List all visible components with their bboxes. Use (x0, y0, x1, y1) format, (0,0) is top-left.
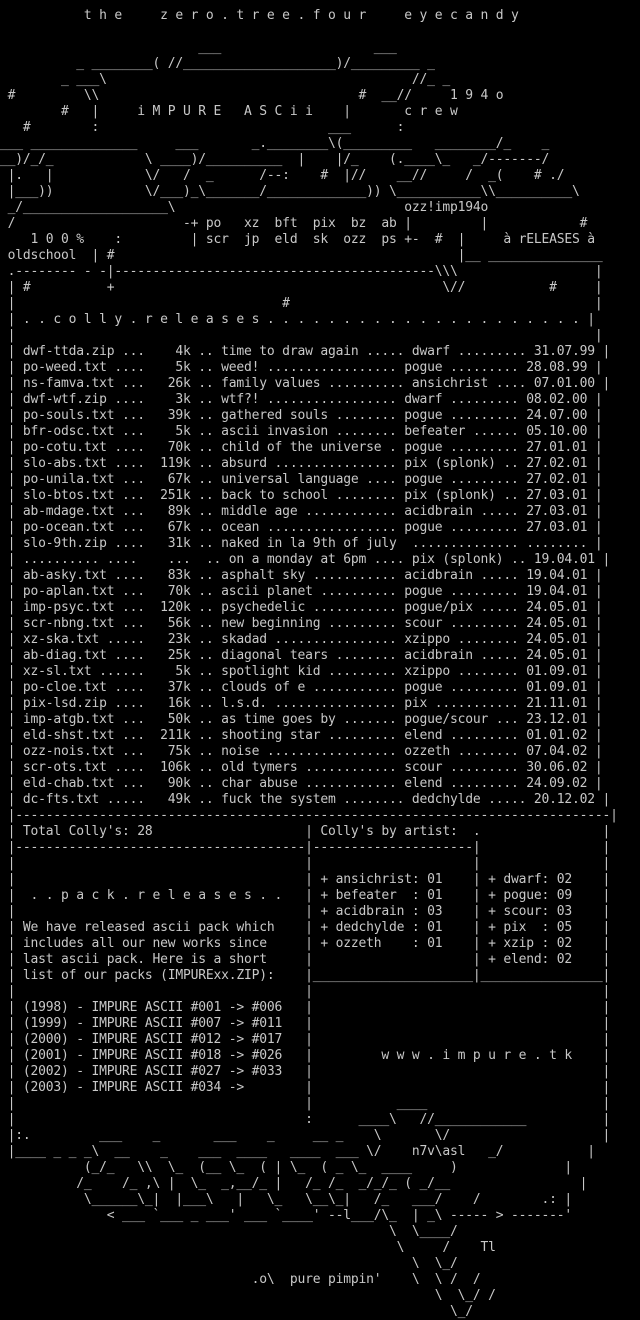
ascii-line: (_/_ \\ \_ (__ \_ ( | \_ ( _ \_ ____ ) | (0, 1160, 572, 1175)
ascii-line: | po-souls.txt ... 39k .. gathered souls ........ pogue ......... 24.07.00 | (0, 408, 603, 423)
ascii-line: | po-unila.txt ... 67k .. universal language .... pogue ......... 27.02.01 | (0, 472, 603, 487)
ascii-line: | po-cotu.txt .... 70k .. child of the universe . pogue ......... 27.01.01 | (0, 440, 603, 455)
ascii-line: |___)) \/___)_\_______/_____________)) \___________\\__________\ (0, 184, 580, 199)
ascii-line: | Total Colly's: 28 | Colly's by artist: . | (0, 824, 611, 839)
ascii-line: | | + acidbrain : 03 | + scour: 03 | (0, 904, 611, 919)
ascii-line: | (1999) - IMPURE ASCII #007 -> #011 | | (0, 1016, 611, 1031)
ascii-line: | | (0, 328, 603, 343)
ascii-line: # \\ # __// 1 9 4 o (0, 88, 504, 103)
ascii-line: | includes all our new works since | + ozzeth : 01 | + xzip : 02 | (0, 936, 611, 951)
ascii-line: | # | (0, 296, 603, 311)
ascii-line: | (2002) - IMPURE ASCII #027 -> #033 | | (0, 1064, 611, 1079)
ascii-line: .o\ pure pimpin' \ \ / / (0, 1272, 481, 1287)
ascii-line (0, 24, 618, 40)
ascii-line: | ab-asky.txt .... 83k .. asphalt sky ........... acidbrain ..... 19.04.01 | (0, 568, 603, 583)
ascii-line: | dwf-ttda.zip ... 4k .. time to draw again ..... dwarf ......... 31.07.99 | (0, 344, 611, 359)
ascii-line: | ab-diag.txt .... 25k .. diagonal tears ........ acidbrain ..... 24.05.01 | (0, 648, 603, 663)
ascii-line: | (2001) - IMPURE ASCII #018 -> #026 | w w w . i m p u r e . t k | (0, 1048, 611, 1063)
ascii-line: | : ____\ //____________ | (0, 1112, 611, 1127)
ascii-line: | po-weed.txt .... 5k .. weed! ................. pogue ......... 28.08.99 | (0, 360, 603, 375)
ascii-line: | | | | (0, 856, 611, 871)
ascii-line: oldschool | # |__ _______________ (0, 248, 603, 263)
ascii-line: \ / Tl (0, 1240, 496, 1255)
ascii-line: | ozz-nois.txt ... 75k .. noise ................. ozzeth ........ 07.04.02 | (0, 744, 603, 759)
ascii-line: | (1998) - IMPURE ASCII #001 -> #006 | | (0, 1000, 611, 1015)
ascii-line: | slo-abs.txt .... 119k .. absurd ................ pix (splonk) .. 27.02.01 | (0, 456, 603, 471)
ascii-line: _ ________( //____________________)/_________ _ (0, 56, 435, 71)
ascii-line: < ___ `___ _ ___' ___ `____' --l___/\_ | _\ ----- > -------' (0, 1208, 572, 1223)
ascii-line: | | | (0, 984, 611, 999)
ascii-line: | list of our packs (IMPURExx.ZIP): |_____________________|________________| (0, 968, 611, 983)
ascii-line: | dc-fts.txt ..... 49k .. fuck the system ........ dedchylde ..... 20.12.02 | (0, 792, 611, 807)
ascii-line: ___ ___ (0, 40, 397, 55)
ascii-line: _ ___\ //_ _ (0, 72, 450, 87)
ascii-line: | last ascii pack. Here is a short | | + elend: 02 | (0, 952, 611, 967)
ascii-line: ___ ______________ ___ _.________\(_________ ________/_ _ (0, 136, 550, 151)
ascii-line: | po-aplan.txt ... 70k .. ascii planet .......... pogue ......... 19.04.01 | (0, 584, 603, 599)
ascii-line: |____ _ _ _\ __ _ ___ ____ ____ ___ \/ n7v\asl _/ | (0, 1144, 595, 1159)
ascii-line: \ \_/ (0, 1256, 458, 1271)
ascii-line: | slo-9th.zip .... 31k .. naked in la 9th of july .............. ........ | (0, 536, 603, 551)
ascii-line: | We have released ascii pack which | + dedchylde : 01 | + pix : 05 | (0, 920, 611, 935)
ascii-line: | .......... .... ... .. on a monday at 6pm .... pix (splonk) .. 19.04.01 | (0, 552, 611, 567)
ascii-line: | scr-nbng.txt ... 56k .. new beginning ......... scour ......... 24.05.01 | (0, 616, 603, 631)
ascii-line: | (2003) - IMPURE ASCII #034 -> | | (0, 1080, 611, 1095)
ascii-line: |. | \/ / _ /--: # |// __// / _( # ./ (0, 168, 565, 183)
ascii-line: | | ____ | (0, 1096, 611, 1111)
ascii-line: # | i M P U R E A S C i i | c r e w (0, 104, 458, 119)
ascii-line: | po-ocean.txt ... 67k .. ocean ................. pogue ......... 27.03.01 | (0, 520, 603, 535)
ascii-line: | xz-ska.txt ..... 23k .. skadad ................ xzippo ........ 24.05.01 | (0, 632, 603, 647)
ascii-line: | ab-mdage.txt ... 89k .. middle age ............ acidbrain ..... 27.03.01 | (0, 504, 603, 519)
ascii-line: \ \____/ (0, 1224, 458, 1239)
ascii-line: | | + ansichrist: 01 | + dwarf: 02 | (0, 872, 611, 887)
ascii-line: | xz-sl.txt ...... 5k .. spotlight kid ......... xzippo ........ 01.09.01 | (0, 664, 603, 679)
ascii-line: __)/_/_ \ ____)/__________ | |/_ (.____\_ _/-------/ (0, 152, 550, 167)
ascii-line: # : ___ : (0, 120, 405, 135)
ascii-line: | slo-btos.txt ... 251k .. back to school ........ pix (splonk) .. 27.03.01 | (0, 488, 603, 503)
ascii-line: / -+ po xz bft pix bz ab | | # (0, 216, 588, 231)
ascii-line: |:. ___ _ ___ _ __ _ \ \/ | (0, 1128, 611, 1143)
ascii-line: | scr-ots.txt .... 106k .. old tymers ............ scour ......... 30.06.02 | (0, 760, 603, 775)
ascii-line: | # + \// # | (0, 280, 603, 295)
ascii-line: t h e z e r o . t r e e . f o u r e y e c a n d y (0, 8, 519, 23)
ascii-line: \______\_| |___\ | \_ \__\_| /_ ___/ / .: | (0, 1192, 572, 1207)
ascii-line: | (2000) - IMPURE ASCII #012 -> #017 | | (0, 1032, 611, 1047)
ascii-line: | . . p a c k . r e l e a s e s . . | + befeater : 01 | + pogue: 09 | (0, 888, 611, 903)
ascii-line: |--------------------------------------|---------------------| | (0, 840, 611, 855)
ascii-line: 1 0 0 % : | scr jp eld sk ozz ps +- # | à rELEASES à (0, 232, 595, 247)
ascii-line: | eld-shst.txt ... 211k .. shooting star ......... elend ......... 01.01.02 | (0, 728, 603, 743)
ascii-line: \ \_/ / (0, 1288, 496, 1303)
ascii-line: | pix-lsd.zip .... 16k .. l.s.d. ................ pix ........... 21.11.01 | (0, 696, 603, 711)
ascii-line: |------------------------------------------------------------------------------| (0, 808, 618, 823)
ascii-line: | bfr-odsc.txt ... 5k .. ascii invasion ........ befeater ...... 05.10.00 | (0, 424, 603, 439)
ascii-line: | dwf-wtf.zip .... 3k .. wtf?! ................. dwarf ......... 08.02.00 | (0, 392, 603, 407)
ascii-line: | imp-atgb.txt ... 50k .. as time goes by ....... pogue/scour ... 23.12.01 | (0, 712, 603, 727)
ascii-line: | . . c o l l y . r e l e a s e s . . . . . . . . . . . . . . . . . . . . . | (0, 312, 595, 327)
ascii-line: | po-cloe.txt .... 37k .. clouds of e ........... pogue ......... 01.09.01 | (0, 680, 603, 695)
ascii-line: | imp-psyc.txt ... 120k .. psychedelic ........... pogue/pix ..... 24.05.01 | (0, 600, 603, 615)
ascii-line: | ns-famva.txt ... 26k .. family values .......... ansichrist .... 07.01.00 | (0, 376, 611, 391)
ascii-art-document (0, 8, 618, 1320)
ascii-line: \_/ (0, 1304, 473, 1319)
ascii-line: _/___________________\ ozz!imp194o (0, 200, 489, 215)
ascii-line: | eld-chab.txt ... 90k .. char abuse ............ elend ......... 24.09.02 | (0, 776, 603, 791)
ascii-line: /_ /_ ,\ | \_ _,__/_ | /_ /_ _/_/_ ( _/__ | (0, 1176, 588, 1191)
ascii-line: .-------- - -|------------------------------------------\\\ | (0, 264, 603, 279)
